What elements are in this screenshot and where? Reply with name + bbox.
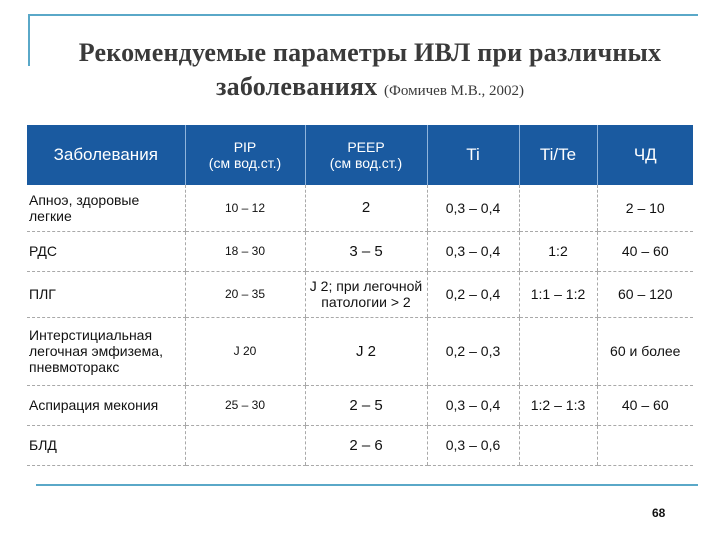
cell-pip: J 20 (185, 317, 305, 385)
cell-disease: РДС (27, 231, 185, 271)
cell-pip: 10 – 12 (185, 185, 305, 231)
table-row (27, 385, 693, 425)
cell-peep: 2 – 5 (305, 385, 427, 425)
cell-peep: 2 – 6 (305, 425, 427, 465)
cell-ti-te (519, 185, 597, 231)
table-row (27, 185, 693, 231)
cell-pip (185, 425, 305, 465)
header-rr: ЧД (597, 125, 693, 185)
cell-disease: ПЛГ (27, 271, 185, 317)
cell-rr (597, 425, 693, 465)
cell-disease: Аспирация мекония (27, 385, 185, 425)
cell-rr: 60 – 120 (597, 271, 693, 317)
header-ti-te: Ti/Te (519, 125, 597, 185)
title-line-2-text: заболеваниях (215, 72, 378, 101)
header-ti: Ti (427, 125, 519, 185)
title-line-2 (40, 70, 700, 108)
table-row (27, 271, 693, 317)
cell-rr: 40 – 60 (597, 385, 693, 425)
cell-rr: 60 и более (597, 317, 693, 385)
cell-disease: БЛД (27, 425, 185, 465)
cell-ti: 0,3 – 0,6 (427, 425, 519, 465)
header-pip: PIP (см вод.ст.) (185, 125, 305, 185)
table-row (27, 317, 693, 385)
title-line-1: Рекомендуемые параметры ИВЛ при различных (78, 38, 662, 67)
cell-ti-te (519, 317, 597, 385)
cell-disease: Интерстициальная легочная эмфизема, пневмоторакс (27, 317, 185, 385)
header-peep: PEEP (см вод.ст.) (305, 125, 427, 185)
page-number: 68 (652, 506, 666, 520)
title-source: (Фомичев М.В., 2002) (384, 83, 524, 99)
cell-peep: J 2 (305, 317, 427, 385)
frame-top-line (28, 14, 698, 16)
cell-disease: Апноэ, здоровые легкие (27, 185, 185, 231)
cell-ti-te: 1:2 – 1:3 (519, 385, 597, 425)
cell-peep: 3 – 5 (305, 231, 427, 271)
cell-pip: 18 – 30 (185, 231, 305, 271)
cell-ti: 0,3 – 0,4 (427, 231, 519, 271)
slide-title (40, 36, 700, 108)
cell-ti-te: 1:1 – 1:2 (519, 271, 597, 317)
header-disease: Заболевания (27, 125, 185, 185)
table-row (27, 231, 693, 271)
cell-rr: 2 – 10 (597, 185, 693, 231)
cell-ti: 0,2 – 0,3 (427, 317, 519, 385)
table-header-row (27, 125, 693, 185)
table-row (27, 425, 693, 465)
frame-bottom-line (36, 484, 698, 486)
cell-ti-te (519, 425, 597, 465)
cell-ti-te: 1:2 (519, 231, 597, 271)
cell-ti: 0,3 – 0,4 (427, 385, 519, 425)
cell-rr: 40 – 60 (597, 231, 693, 271)
cell-pip: 25 – 30 (185, 385, 305, 425)
cell-peep: J 2; при легочной патологии > 2 (305, 271, 427, 317)
ventilation-parameters-table (27, 125, 693, 466)
cell-ti: 0,3 – 0,4 (427, 185, 519, 231)
cell-peep: 2 (305, 185, 427, 231)
cell-ti: 0,2 – 0,4 (427, 271, 519, 317)
frame-left-line (28, 14, 30, 66)
cell-pip: 20 – 35 (185, 271, 305, 317)
